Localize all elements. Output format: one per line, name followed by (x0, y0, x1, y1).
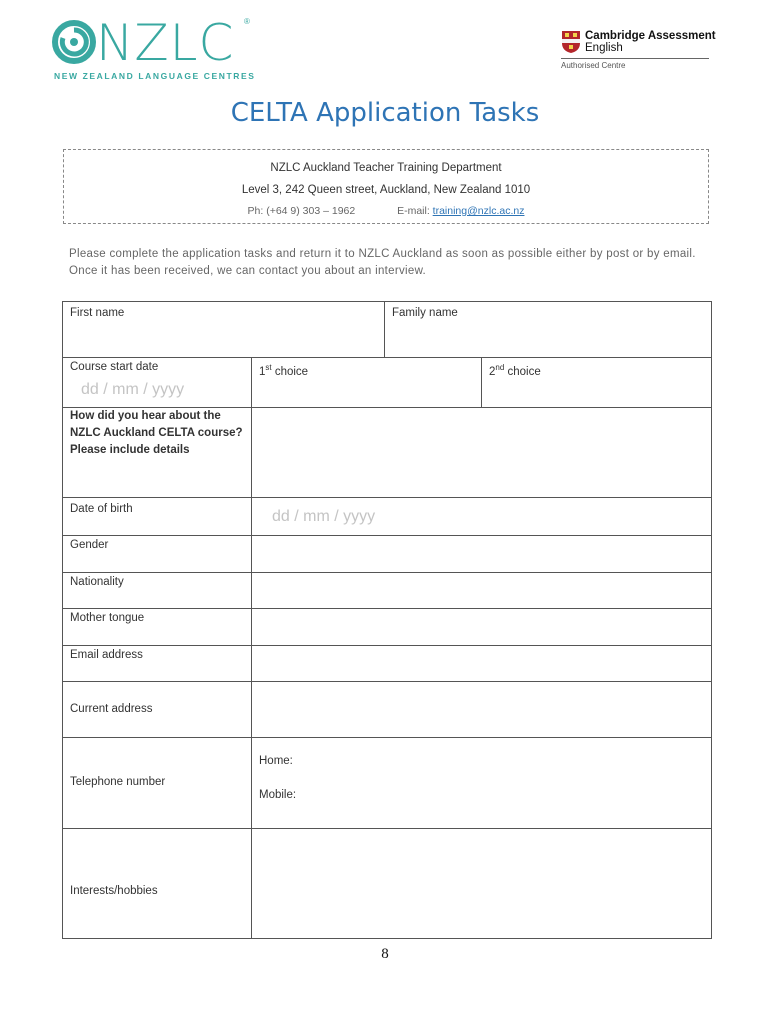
department-address: Level 3, 242 Queen street, Auckland, New Zealand 1010 (241, 184, 531, 196)
heard-about-field[interactable] (251, 407, 712, 498)
intro-paragraph: Please complete the application tasks and return it to NZLC Auckland as soon as possible either by post or by email. Once it has been received, we can contact you about an interview. (69, 248, 696, 277)
interests-label: Interests/hobbies (70, 885, 158, 897)
telephone-label: Telephone number (70, 776, 166, 788)
cambridge-shield-icon (561, 30, 581, 54)
email-label: E-mail: (397, 205, 430, 217)
interests-field[interactable] (251, 828, 712, 939)
dob-placeholder: dd / mm / yyyy (272, 508, 376, 525)
cambridge-divider (561, 58, 709, 59)
second-choice-field[interactable] (481, 357, 712, 408)
first-choice-label: 1st choice (259, 363, 309, 378)
gender-label-cell (62, 535, 252, 573)
nzlc-logo (52, 16, 262, 82)
contact-box (63, 149, 709, 224)
phone-number: Ph: (+64 9) 303 – 1962 (247, 205, 356, 217)
nzlc-spiral-icon (52, 16, 96, 68)
nationality-label-cell (62, 572, 252, 609)
cambridge-english: English (585, 42, 623, 54)
first-name-field[interactable] (62, 301, 385, 358)
telephone-field[interactable] (251, 737, 712, 829)
cambridge-authorised: Authorised Centre (561, 61, 626, 70)
dob-field[interactable] (251, 497, 712, 536)
page-title: CELTA Application Tasks (230, 98, 540, 128)
page-number: 8 (381, 946, 389, 962)
mother-tongue-field[interactable] (251, 608, 712, 646)
gender-field[interactable] (251, 535, 712, 573)
nzlc-registered-mark: ® (244, 17, 250, 26)
current-address-field[interactable] (251, 681, 712, 738)
cambridge-logo (561, 30, 716, 74)
course-date-placeholder: dd / mm / yyyy (81, 381, 185, 398)
email-link[interactable]: training@nzlc.ac.nz (432, 205, 525, 217)
email-address-field[interactable] (251, 645, 712, 682)
family-name-label: Family name (392, 307, 458, 319)
department-name: NZLC Auckland Teacher Training Department (270, 162, 502, 174)
nzlc-wordmark: NZLC (96, 14, 235, 72)
second-choice-label: 2nd choice (489, 363, 541, 378)
interests-label-cell (62, 828, 252, 939)
mother-tongue-label: Mother tongue (70, 612, 145, 624)
course-start-date-cell (62, 357, 252, 408)
mother-tongue-label-cell (62, 608, 252, 646)
dob-label: Date of birth (70, 503, 133, 515)
nzlc-tagline: NEW ZEALAND LANGUAGE CENTRES (54, 71, 256, 81)
nationality-field[interactable] (251, 572, 712, 609)
heard-about-label: How did you hear about the NZLC Auckland CELTA course? Please include details (70, 410, 243, 456)
current-address-label-cell (62, 681, 252, 738)
heard-about-label-cell (62, 407, 252, 498)
email-label-cell (62, 645, 252, 682)
first-choice-field[interactable] (251, 357, 482, 408)
contact-row (64, 205, 708, 217)
gender-label: Gender (70, 539, 109, 551)
first-name-label: First name (70, 307, 125, 319)
dob-label-cell (62, 497, 252, 536)
home-phone-label: Home: (259, 755, 293, 767)
course-start-date-label: Course start date (70, 361, 159, 373)
nationality-label: Nationality (70, 576, 124, 588)
current-address-label: Current address (70, 703, 153, 715)
family-name-field[interactable] (384, 301, 712, 358)
telephone-label-cell (62, 737, 252, 829)
cambridge-name: Cambridge Assessment (585, 30, 716, 42)
email-address-label: Email address (70, 649, 143, 661)
mobile-phone-label: Mobile: (259, 789, 297, 801)
